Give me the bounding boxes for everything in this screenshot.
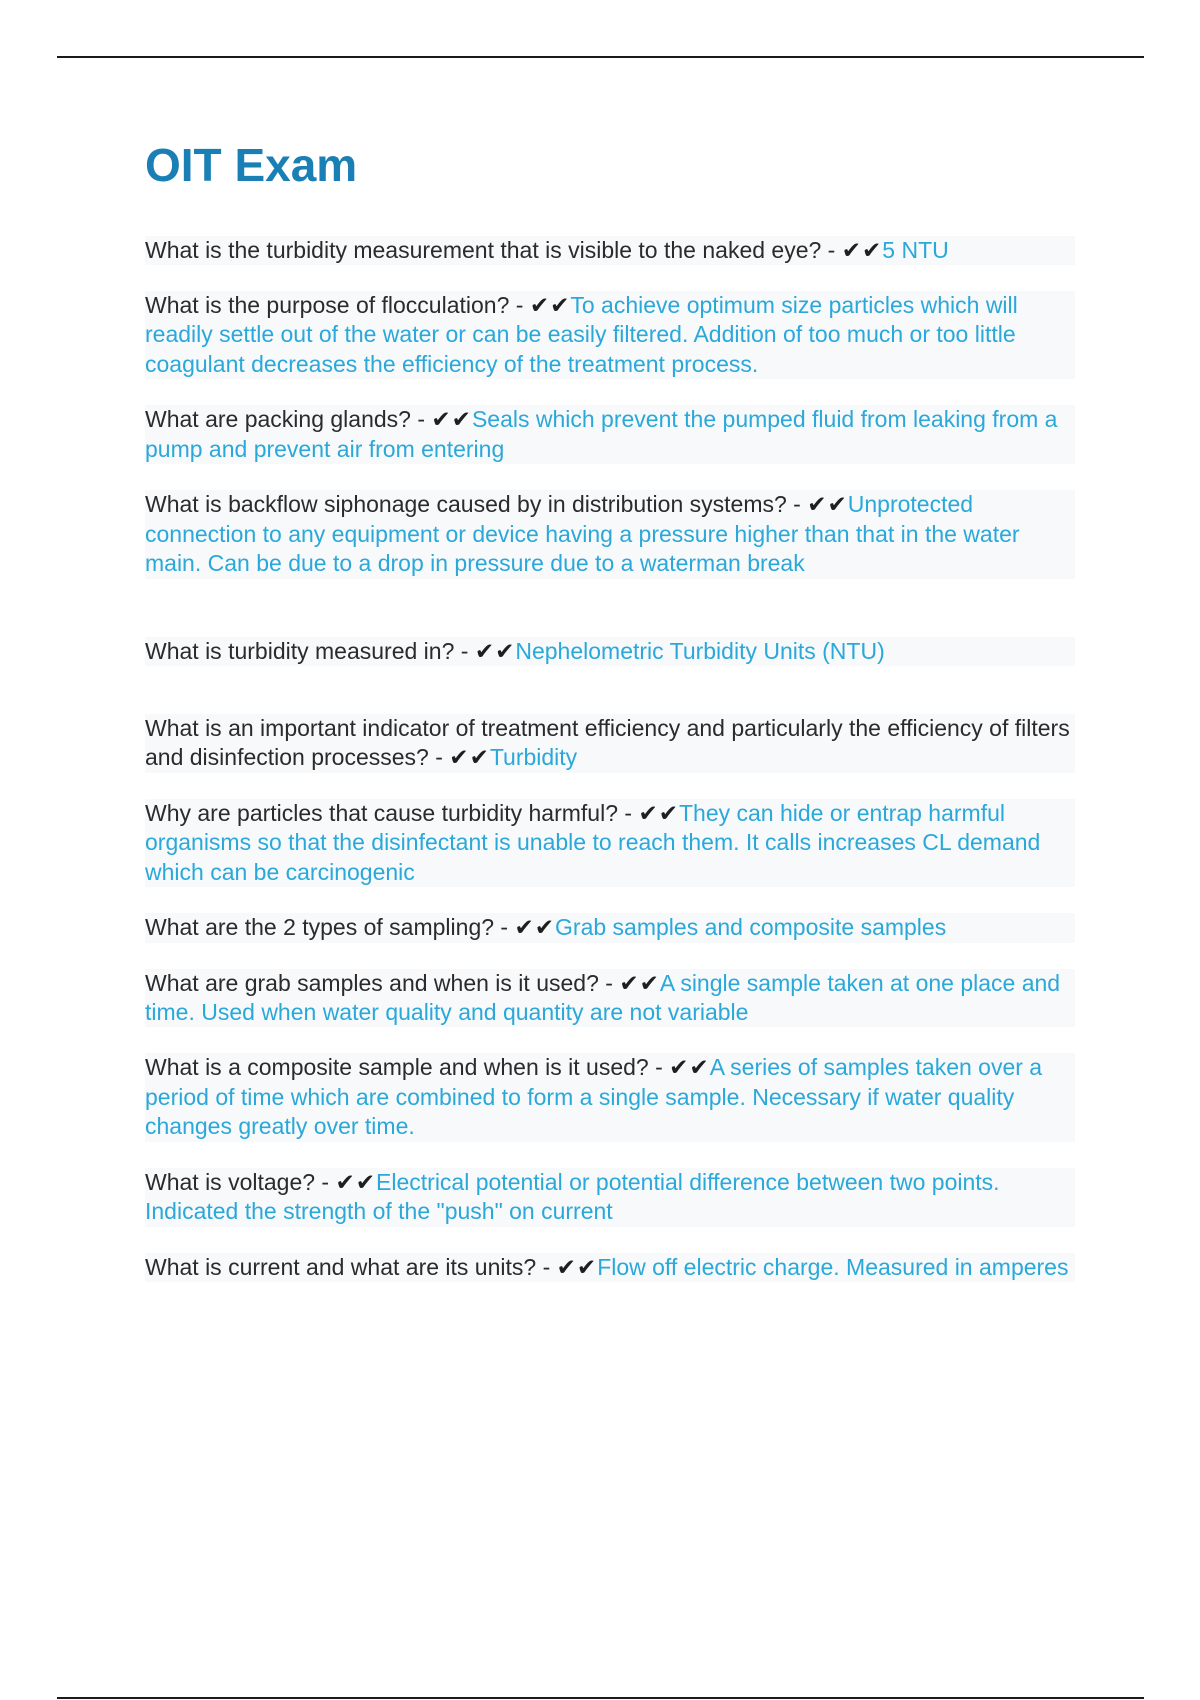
question-text: Why are particles that cause turbidity harmful? (145, 799, 618, 826)
double-check-icon: ✔✔ (619, 969, 660, 996)
page-title: OIT Exam (145, 139, 358, 191)
document-body (145, 140, 1075, 1282)
bottom-rule (57, 1697, 1144, 1699)
double-check-icon: ✔✔ (514, 914, 556, 941)
question-text: What is an important indicator of treatment efficiency and particularly the efficiency of filters and disinfection processes? (145, 714, 1070, 771)
answer-text: They can hide or entrap harmful organisms so that the disinfectant is unable to reach them. It calls increases CL demand which can be carcinogenic (145, 799, 1041, 885)
answer-text: 5 NTU (882, 236, 949, 263)
question-text: What are grab samples and when is it used? (145, 969, 599, 996)
double-check-icon: ✔✔ (556, 1253, 598, 1280)
qa-item (145, 405, 1075, 464)
question-text: What are packing glands? (145, 406, 411, 433)
qa-item (145, 1253, 1075, 1282)
double-check-icon: ✔✔ (807, 491, 848, 518)
double-check-icon: ✔✔ (335, 1168, 377, 1195)
question-text: What is backflow siphonage caused by in distribution systems? (145, 491, 787, 518)
top-rule (57, 56, 1144, 58)
double-check-icon: ✔✔ (529, 292, 571, 319)
question-text: What are the 2 types of sampling? (145, 914, 495, 941)
question-text: What is current and what are its units? (145, 1253, 537, 1280)
answer-text: Nephelometric Turbidity Units (NTU) (515, 637, 885, 664)
qa-item (145, 291, 1075, 379)
separator: - (821, 236, 842, 263)
separator: - (786, 491, 808, 518)
question-text: What is turbidity measured in? (145, 637, 455, 664)
double-check-icon: ✔✔ (638, 799, 679, 826)
answer-text: Flow off electric charge. Measured in amperes (597, 1253, 1069, 1280)
separator: - (617, 799, 639, 826)
answer-text: To achieve optimum size particles which will readily settle out of the water or can be easily filtered. Addition of too much or too little coagulant decreases the efficiency of the treatment process. (145, 292, 1018, 377)
separator: - (454, 637, 475, 664)
question-text: What is a composite sample and when is it used? (145, 1054, 649, 1081)
question-text: What is voltage? (145, 1168, 316, 1195)
qa-item (145, 799, 1075, 887)
answer-text: Unprotected connection to any equipment or device having a pressure higher than that in the water main. Can be due to a drop in pressure due to a waterman break (145, 491, 1020, 577)
qa-item (145, 913, 1075, 942)
answer-text: Turbidity (489, 744, 578, 771)
answer-text: Grab samples and composite samples (555, 914, 947, 941)
answer-text: Seals which prevent the pumped fluid from leaking from a pump and prevent air from entering (145, 406, 1058, 462)
qa-item (145, 236, 1075, 265)
answer-text: Electrical potential or potential difference between two points. Indicated the strength of the "push" on current (145, 1168, 1000, 1225)
qa-item (145, 490, 1075, 578)
double-check-icon: ✔✔ (449, 744, 490, 771)
separator: - (410, 406, 432, 433)
double-check-icon: ✔✔ (841, 236, 883, 263)
separator: - (428, 744, 450, 771)
question-text: What is the purpose of flocculation? (145, 292, 510, 319)
separator: - (648, 1054, 670, 1081)
qa-item (145, 969, 1075, 1028)
qa-item (145, 637, 1075, 666)
answer-text: A series of samples taken over a period of time which are combined to form a single sample. Necessary if water quality changes greatly over time. (145, 1054, 1043, 1140)
qa-item (145, 1168, 1075, 1227)
question-text: What is the turbidity measurement that is visible to the naked eye? (145, 236, 822, 263)
separator: - (315, 1168, 336, 1195)
qa-item (145, 1053, 1075, 1141)
answer-text: A single sample taken at one place and time. Used when water quality and quantity are not variable (145, 969, 1061, 1026)
separator: - (509, 292, 530, 319)
double-check-icon: ✔✔ (669, 1054, 710, 1081)
qa-item (145, 714, 1075, 773)
separator: - (494, 914, 515, 941)
separator: - (536, 1253, 557, 1280)
double-check-icon: ✔✔ (431, 406, 472, 433)
separator: - (598, 969, 620, 996)
double-check-icon: ✔✔ (474, 637, 516, 664)
